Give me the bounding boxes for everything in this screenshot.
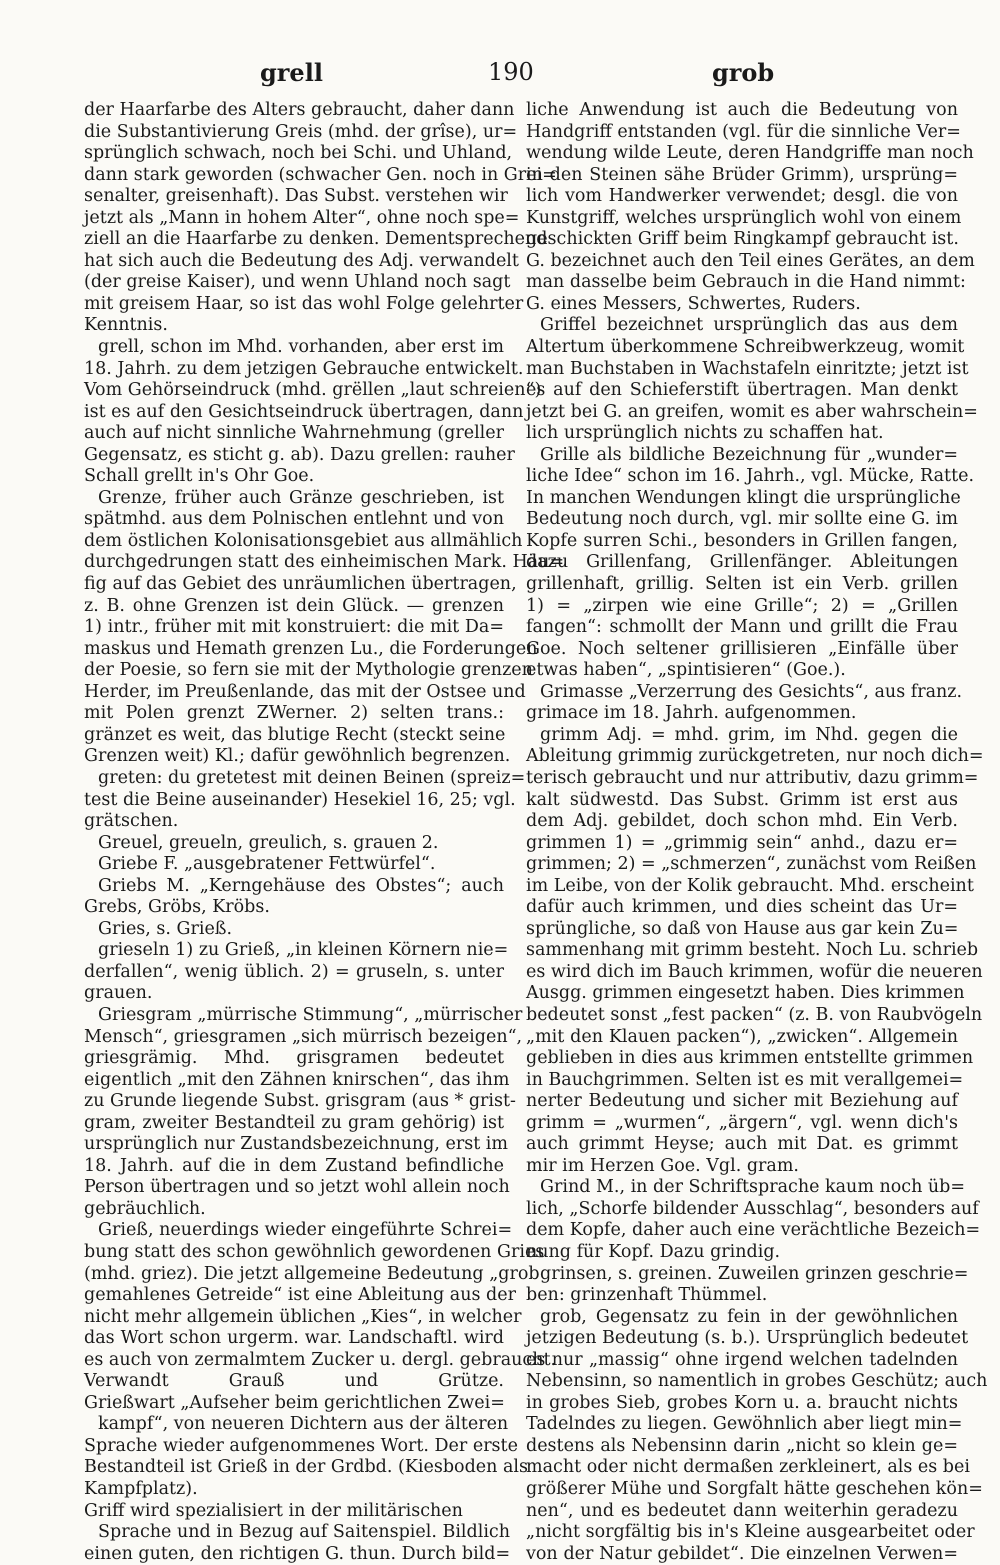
right-column-line: von der Natur gebildet“. Die einzelnen Verwen=: [526, 1543, 958, 1564]
left-column-line: Schall grellt in's Ohr Goe.: [84, 466, 315, 487]
left-column-line: Grebs, Gröbs, Kröbs.: [84, 897, 270, 918]
left-column-line: jetzt als „Mann in hohem Alter“, ohne noch spe=: [84, 207, 520, 228]
right-column-line: etwas haben“, „spintisieren“ (Goe.).: [526, 660, 846, 681]
right-column-line: es nur „massig“ ohne irgend welchen tadelnden: [526, 1349, 958, 1370]
left-column-line: Gries, s. Grieß.: [98, 918, 233, 939]
right-column-line: fangen“: schmollt der Mann und grillt die Frau: [526, 617, 958, 638]
left-column-line: Grießwart „Aufseher beim gerichtlichen Zwei=: [84, 1392, 505, 1413]
left-column-line: dann stark geworden (schwacher Gen. noch in Grei=: [84, 164, 557, 185]
right-column-line: „nicht sorgfältig bis in's Kleine ausgearbeitet oder: [526, 1522, 975, 1543]
right-column-line: In manchen Wendungen klingt die ursprüngliche: [526, 487, 961, 508]
left-column-line: Vom Gehörseindruck (mhd. grëllen „laut schreien“): [84, 380, 542, 401]
right-column-line: macht oder nicht dermaßen zerkleinert, als es bei: [526, 1457, 970, 1478]
left-column-line: griesgrämig. Mhd. grisgramen bedeutet: [84, 1048, 504, 1069]
left-column-line: gemahlenes Getreide“ ist eine Ableitung aus der: [84, 1285, 516, 1306]
right-column-line: jetzt bei G. an greifen, womit es aber wahrschein=: [526, 401, 978, 422]
right-column-line: Ableitung grimmig zurückgetreten, nur noch dich=: [526, 746, 984, 767]
right-column-line: grob, Gegensatz zu fein in der gewöhnlichen: [540, 1306, 958, 1327]
left-column-line: Greuel, greueln, greulich, s. grauen 2.: [98, 832, 439, 853]
running-header: [90, 58, 940, 92]
left-column-line: dem östlichen Kolonisationsgebiet aus allmählich: [84, 530, 523, 551]
left-column-line: durchgedrungen statt des einheimischen Mark. Häu=: [84, 552, 565, 573]
left-column-line: Bestandteil ist Grieß in der Grdbd. (Kiesboden als: [84, 1457, 528, 1478]
right-column-line: Grimasse „Verzerrung des Gesichts“, aus franz.: [540, 681, 963, 702]
left-column-line: das Wort schon urgerm. war. Landschaftl. wird: [84, 1328, 504, 1349]
right-column-line: grinsen, s. greinen. Zuweilen grinzen geschrie=: [540, 1263, 969, 1284]
left-column-line: gränzet es weit, das blutige Recht (steckt seine: [84, 724, 506, 745]
right-column-line: grimmen; 2) = „schmerzen“, zunächst vom Reißen: [526, 854, 977, 875]
right-column-line: grimace im 18. Jahrh. aufgenommen.: [526, 703, 857, 724]
right-column-line: G. eines Messers, Schwertes, Ruders.: [526, 293, 861, 314]
right-column-line: grimm Adj. = mhd. grim, im Nhd. gegen die: [540, 724, 958, 745]
left-column-line: Gegensatz, es sticht g. ab). Dazu grellen: rauher: [84, 444, 515, 465]
left-column-line: mit Polen grenzt ZWerner. 2) selten trans.:: [84, 703, 504, 724]
right-column-line: Goe. Noch seltener grillisieren „Einfälle über: [526, 638, 958, 659]
left-column-line: derfallen“, wenig üblich. 2) = gruseln, s. unter: [84, 961, 504, 982]
left-column-line: Kenntnis.: [84, 315, 168, 336]
right-column-line: man Buchstaben in Wachstafeln einritzte; jetzt ist: [526, 358, 969, 379]
right-column-line: dem Kopfe, daher auch eine verächtliche Bezeich=: [526, 1220, 981, 1241]
right-column-line: Tadelndes zu liegen. Gewöhnlich aber liegt min=: [526, 1414, 963, 1435]
right-column-line: Grind M., in der Schriftsprache kaum noch üb=: [540, 1177, 966, 1198]
right-column-line: man dasselbe beim Gebrauch in die Hand nimmt:: [526, 272, 966, 293]
right-column-line: Ausgg. grimmen eingesetzt haben. Dies krimmen: [526, 983, 965, 1004]
right-column-line: lich vom Handwerker verwendet; desgl. die von: [526, 186, 958, 207]
left-column-line: gebräuchlich.: [84, 1198, 206, 1219]
left-column-line: Grenzen weit) Kl.; dafür gewöhnlich begrenzen.: [84, 746, 511, 767]
left-column-line: Herder, im Preußenlande, das mit der Ostsee und: [84, 681, 526, 702]
left-column-line: Griebe F. „ausgebratener Fettwürfel“.: [98, 854, 436, 875]
left-column-line: sprünglich schwach, noch bei Schi. und Uhland,: [84, 143, 513, 164]
left-column-line: hat sich auch die Bedeutung des Adj. verwandelt: [84, 250, 519, 271]
right-column-line: auch grimmt Heyse; auch mit Dat. es grimmt: [526, 1134, 958, 1155]
left-column-line: auch auf nicht sinnliche Wahrnehmung (greller: [84, 423, 504, 444]
right-column-line: 1) = „zirpen wie eine Grille“; 2) = „Grillen: [526, 595, 958, 616]
right-column-line: nung für Kopf. Dazu grindig.: [526, 1241, 781, 1262]
left-column-line: ziell an die Haarfarbe zu denken. Dementsprechend: [84, 229, 548, 250]
right-column-line: im Leibe, von der Kolik gebraucht. Mhd. erscheint: [526, 875, 974, 896]
left-column-line: maskus und Hemath grenzen Lu., die Forderungen: [84, 638, 538, 659]
left-column-line: z. B. ohne Grenzen ist dein Glück. — grenzen: [84, 595, 504, 616]
left-column-line: einen guten, den richtigen G. thun. Durch bild=: [84, 1543, 511, 1564]
right-headword: grob: [712, 58, 775, 87]
right-column-line: dem Adj. gebildet, doch schon mhd. Ein Verb.: [526, 811, 958, 832]
left-column-line: Sprache und in Bezug auf Saitenspiel. Bildlich: [98, 1522, 510, 1543]
left-column-line: eigentlich „mit den Zähnen knirschen“, das ihm: [84, 1069, 510, 1090]
left-column-line: Griesgram „mürrische Stimmung“, „mürrischer: [98, 1004, 523, 1025]
left-column-line: der Haarfarbe des Alters gebraucht, daher dann: [84, 100, 515, 120]
right-column-line: Altertum überkommene Schreibwerkzeug, womit: [526, 337, 965, 358]
right-column-line: G. bezeichnet auch den Teil eines Gerätes, an dem: [526, 250, 975, 271]
right-column-line: Handgriff entstanden (vgl. für die sinnliche Ver=: [526, 121, 961, 142]
left-column-line: 18. Jahrh. zu dem jetzigen Gebrauche entwickelt.: [84, 358, 524, 379]
left-column-line: ursprünglich nur Zustandsbezeichnung, erst im: [84, 1134, 508, 1155]
left-column-line: bung statt des schon gewöhnlich gewordenen Gries: [84, 1241, 545, 1262]
right-column-line: in Bauchgrimmen. Selten ist es mit verallgemei=: [526, 1069, 964, 1090]
right-column-line: Grille als bildliche Bezeichnung für „wunder=: [540, 444, 958, 465]
right-column-line: größerer Mühe und Sorgfalt hätte geschehen kön=: [526, 1479, 983, 1499]
right-column-line: lich ursprünglich nichts zu schaffen hat.: [526, 423, 884, 444]
left-column-line: fig auf das Gebiet des unräumlichen übertragen,: [84, 574, 517, 595]
right-column-line: liche Anwendung ist auch die Bedeutung von: [526, 100, 958, 120]
left-column-line: grell, schon im Mhd. vorhanden, aber erst im: [98, 337, 504, 358]
right-column-line: terisch gebraucht und nur attributiv, dazu grimm=: [526, 767, 979, 788]
page-number: 190: [488, 58, 534, 86]
left-column-line: Person übertragen und so jetzt wohl allein noch: [84, 1177, 510, 1198]
right-column-line: bedeutet sonst „fest packen“ (z. B. von Raubvögeln: [526, 1004, 983, 1025]
left-column-line: 18. Jahrh. auf die in dem Zustand befindliche: [84, 1155, 504, 1176]
right-column-line: Griffel bezeichnet ursprünglich das aus dem: [540, 315, 958, 336]
left-column-line: test die Beine auseinander) Hesekiel 16, 25; vgl.: [84, 789, 516, 810]
right-column-line: dafür auch krimmen, und dies scheint das Ur=: [526, 897, 958, 918]
left-column-line: ist es auf den Gesichtseindruck übertragen, dann: [84, 401, 524, 422]
left-column-line: Verwandt Grauß und Grütze.: [84, 1371, 504, 1392]
right-column-line: „mit den Klauen packen“), „zwicken“. Allgemein: [526, 1026, 958, 1047]
left-column-line: zu Grunde liegende Subst. grisgram (aus * grist-: [84, 1091, 516, 1112]
left-headword: grell: [260, 58, 323, 87]
left-column-line: gram, zweiter Bestandteil zu gram gehörig) ist: [84, 1112, 504, 1133]
right-column-line: grimm = „wurmen“, „ärgern“, vgl. wenn dich's: [526, 1112, 958, 1133]
left-column-line: Grieß, neuerdings wieder eingeführte Schrei=: [98, 1220, 513, 1241]
left-column-line: Griebs M. „Kerngehäuse des Obstes“; auch: [98, 875, 504, 896]
right-column-line: in den Steinen sähe Brüder Grimm), ursprüng=: [526, 164, 958, 185]
left-column-line: die Substantivierung Greis (mhd. der grîse), ur=: [84, 121, 518, 142]
left-column-line: (der greise Kaiser), und wenn Uhland noch sagt: [84, 272, 511, 293]
right-column-line: liche Idee“ schon im 16. Jahrh., vgl. Mücke, Ratte.: [526, 466, 975, 487]
right-column-line: geblieben in dies aus krimmen entstellte grimmen: [526, 1048, 974, 1069]
left-column-line: Sprache wieder aufgenommenes Wort. Der erste: [84, 1435, 518, 1456]
right-column-line: kalt südwestd. Das Subst. Grimm ist erst aus: [526, 789, 958, 810]
left-column-line: grieseln 1) zu Grieß, „in kleinen Körnern nie=: [98, 940, 509, 961]
right-column-line: mir im Herzen Goe. Vgl. gram.: [526, 1155, 799, 1176]
right-column-line: nerter Bedeutung und sicher mit Beziehung auf: [526, 1091, 958, 1112]
left-column-line: (mhd. griez). Die jetzt allgemeine Bedeutung „grob: [84, 1263, 540, 1284]
left-column-line: greten: du gretetest mit deinen Beinen (spreiz=: [98, 767, 526, 788]
right-column: [526, 100, 988, 1564]
right-column-line: lich, „Schorfe bildender Ausschlag“, besonders auf: [526, 1198, 979, 1219]
right-column-line: ben: grinzenhaft Thümmel.: [526, 1285, 768, 1306]
left-column-line: grätschen.: [84, 811, 179, 832]
left-column-line: Griff wird spezialisiert in der militärischen: [84, 1500, 463, 1521]
right-column-line: sammenhang mit grimm besteht. Noch Lu. schrieb: [526, 940, 979, 961]
right-column-line: dazu Grillenfang, Grillenfänger. Ableitungen: [526, 552, 958, 573]
right-column-line: wendung wilde Leute, deren Handgriffe man noch: [526, 143, 974, 164]
right-column-line: destens als Nebensinn darin „nicht so klein ge=: [526, 1435, 958, 1456]
left-column: [84, 100, 565, 1564]
right-column-line: Bedeutung noch durch, vgl. mir sollte eine G. im: [526, 509, 958, 530]
right-column-line: es auf den Schieferstift übertragen. Man denkt: [526, 380, 958, 401]
left-column-line: der Poesie, so fern sie mit der Mythologie grenzen: [84, 660, 533, 681]
right-column-line: grillenhaft, grillig. Selten ist ein Verb. grillen: [526, 574, 958, 595]
left-column-line: Kampfplatz).: [84, 1479, 198, 1499]
left-column-line: grauen.: [84, 983, 153, 1004]
right-column-line: jetzigen Bedeutung (s. b.). Ursprünglich bedeutet: [526, 1328, 969, 1349]
right-column-line: nen“, und es bedeutet dann weiterhin geradezu: [526, 1500, 958, 1521]
left-column-line: mit greisem Haar, so ist das wohl Folge gelehrter: [84, 293, 524, 314]
left-column-line: senalter, greisenhaft). Das Subst. verstehen wir: [84, 186, 508, 207]
left-column-line: spätmhd. aus dem Polnischen entlehnt und von: [84, 509, 504, 530]
left-column-line: es auch von zermalmtem Zucker u. dergl. gebraucht.: [84, 1349, 557, 1370]
right-column-line: geschickten Griff beim Ringkampf gebraucht ist.: [526, 229, 959, 250]
left-column-line: Grenze, früher auch Gränze geschrieben, ist: [98, 487, 504, 508]
right-column-line: Kunstgriff, welches ursprünglich wohl von einem: [526, 207, 962, 228]
left-column-line: Mensch“, griesgramen „sich mürrisch bezeigen“,: [84, 1026, 523, 1047]
right-column-line: grimmen 1) = „grimmig sein“ anhd., dazu er=: [526, 832, 958, 853]
right-column-line: Kopfe surren Schi., besonders in Grillen fangen,: [526, 530, 958, 551]
left-column-line: nicht mehr allgemein üblichen „Kies“, in welcher: [84, 1306, 522, 1327]
right-column-line: es wird dich im Bauch krimmen, wofür die neueren: [526, 961, 983, 982]
left-column-line: kampf“, von neueren Dichtern aus der älteren: [98, 1414, 509, 1435]
right-column-line: Nebensinn, so namentlich in grobes Geschütz; auch: [526, 1371, 988, 1392]
right-column-line: in grobes Sieb, grobes Korn u. a. braucht nichts: [526, 1392, 958, 1413]
left-column-line: 1) intr., früher mit mit konstruiert: die mit Da=: [84, 617, 504, 638]
right-column-line: sprüngliche, so daß von Hause aus gar kein Zu=: [526, 918, 959, 939]
